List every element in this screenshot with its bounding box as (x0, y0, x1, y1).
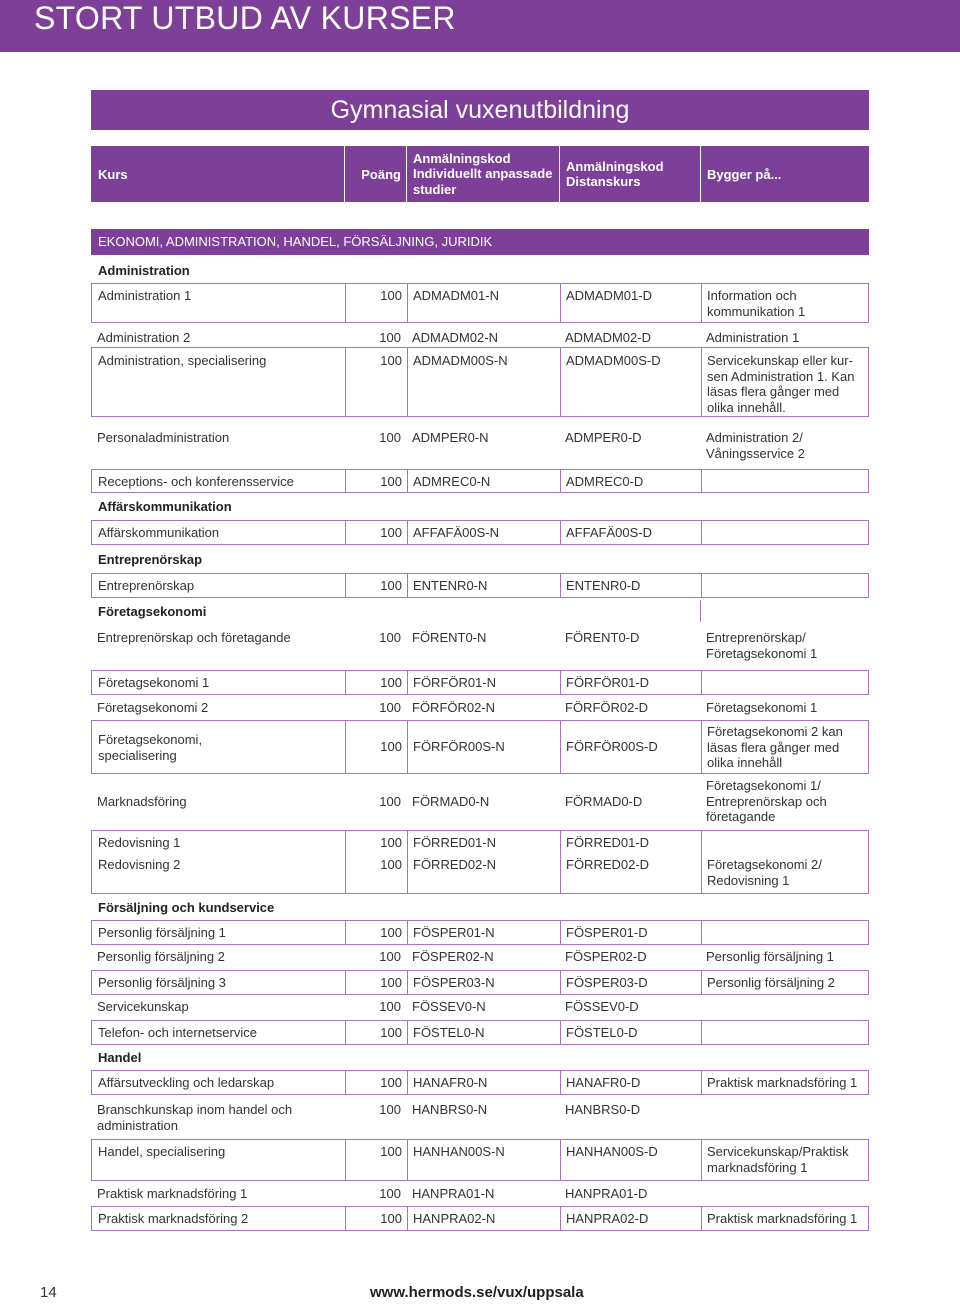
prerequisite: Praktisk marknadsföring 1 (707, 1211, 858, 1226)
course-points: 100 (379, 330, 401, 345)
course-points: 100 (379, 794, 401, 809)
individual-code: FÖSPER03-N (413, 975, 495, 990)
distance-code: FÖSPER01-D (566, 925, 648, 940)
distance-code: ENTENR0-D (566, 578, 641, 593)
distance-code: ADMADM01-D (566, 288, 652, 303)
prerequisite: Företagsekonomi 1/ Entreprenörskap och företagande (706, 778, 827, 824)
table-row (91, 945, 869, 970)
course-name: Personlig försäljning 2 (97, 949, 225, 964)
distance-code: ADMADM02-D (565, 330, 651, 345)
prerequisite: Entreprenörskap/ Företagsekonomi 1 (706, 630, 818, 661)
distance-code: AFFAFÄ00S-D (566, 525, 652, 540)
course-name: Personaladministration (97, 430, 230, 445)
individual-code: ADMREC0-N (413, 474, 491, 489)
prerequisite: Företagsekonomi 2/ Redovisning 1 (707, 857, 822, 888)
distance-code: FÖSPER03-D (566, 975, 648, 990)
distance-code: ADMPER0-D (565, 430, 642, 445)
table-row (91, 1182, 869, 1206)
distance-code: FÖRFÖR00S-D (566, 739, 658, 754)
course-points: 100 (379, 999, 401, 1014)
course-name: Branschkunskap inom handel och administration (97, 1102, 293, 1133)
course-name: Företagsekonomi 2 (97, 700, 209, 715)
table-row (91, 1070, 869, 1095)
prerequisite: Personlig försäljning 1 (706, 949, 834, 964)
table-row (91, 1098, 869, 1138)
course-points: 100 (380, 1144, 402, 1159)
distance-code: ADMADM00S-D (566, 353, 661, 368)
individual-code: ADMADM01-N (413, 288, 499, 303)
table-row (91, 696, 869, 720)
group-heading: Administration (98, 263, 190, 278)
individual-code: AFFAFÄ00S-N (413, 525, 499, 540)
individual-code: FÖRFÖR01-N (413, 675, 497, 690)
table-row (91, 970, 869, 995)
table-row (91, 1206, 869, 1231)
footer-url[interactable]: www.hermods.se/vux/uppsala (370, 1284, 584, 1301)
page-number: 14 (40, 1284, 57, 1301)
table-row (91, 573, 869, 598)
individual-code: FÖRFÖR00S-N (413, 739, 505, 754)
course-name: Företagsekonomi 1 (98, 675, 210, 690)
column-header-course: Kurs (98, 166, 128, 182)
course-points: 100 (379, 630, 401, 645)
prerequisite: Information och kommunikation 1 (707, 288, 806, 319)
course-points: 100 (380, 835, 402, 850)
course-points: 100 (380, 1211, 402, 1226)
course-name: Företagsekonomi, specialisering (98, 732, 203, 763)
course-points: 100 (380, 578, 402, 593)
prerequisite (707, 521, 865, 525)
prerequisite: Praktisk marknadsföring 1 (707, 1075, 858, 1090)
course-points: 100 (379, 430, 401, 445)
course-points: 100 (380, 474, 402, 489)
table-row (91, 626, 869, 666)
individual-code: ADMADM00S-N (413, 353, 508, 368)
individual-code: ENTENR0-N (413, 578, 488, 593)
course-name: Receptions- och konferensservice (98, 474, 294, 489)
course-name: Affärsutveckling och ledarskap (98, 1075, 275, 1090)
prerequisite: Administration 1 (706, 330, 800, 345)
distance-code: FÖRRED01-D (566, 835, 650, 850)
table-row (91, 920, 869, 945)
table-row (91, 426, 869, 466)
prerequisite (707, 470, 865, 474)
distance-code: FÖRFÖR02-D (565, 700, 649, 715)
course-points: 100 (379, 1186, 401, 1201)
prerequisite: Servicekunskap/Praktisk marknadsföring 1 (707, 1144, 849, 1175)
individual-code: HANBRS0-N (412, 1102, 488, 1117)
table-row (91, 283, 869, 323)
distance-code: HANBRS0-D (565, 1102, 641, 1117)
course-name: Praktisk marknadsföring 2 (98, 1211, 249, 1226)
group-heading: Handel (98, 1050, 142, 1065)
course-points: 100 (380, 975, 402, 990)
course-points: 100 (380, 288, 402, 303)
table-row (91, 1139, 869, 1181)
section-heading: EKONOMI, ADMINISTRATION, HANDEL, FÖRSÄLJNING, JURIDIK (91, 229, 869, 255)
prerequisite: Servicekunskap eller kur-sen Administration 1. Kan läsas flera gånger med olika innehåll. (707, 353, 855, 415)
table-row (91, 347, 869, 417)
course-name: Handel, specialisering (98, 1144, 226, 1159)
course-points: 100 (379, 700, 401, 715)
table-row (91, 830, 869, 854)
group-heading: Försäljning och kundservice (98, 900, 275, 915)
prerequisite: Personlig försäljning 2 (707, 975, 835, 990)
column-header-points: Poäng (361, 166, 401, 182)
group-heading: Företagsekonomi (98, 604, 207, 619)
prerequisite (706, 1182, 864, 1186)
course-name: Redovisning 1 (98, 835, 181, 850)
table-row (91, 469, 869, 493)
table-row (91, 995, 869, 1020)
course-points: 100 (380, 739, 402, 754)
course-points: 100 (380, 353, 402, 368)
course-points: 100 (380, 925, 402, 940)
group-heading: Entreprenörskap (98, 552, 203, 567)
course-name: Redovisning 2 (98, 857, 181, 872)
table-row (91, 853, 869, 894)
individual-code: HANPRA02-N (413, 1211, 496, 1226)
individual-code: FÖSSEV0-N (412, 999, 486, 1014)
table-row (91, 670, 869, 695)
distance-code: FÖRMAD0-D (565, 794, 643, 809)
distance-code: HANAFR0-D (566, 1075, 641, 1090)
prerequisite (707, 921, 865, 925)
table-row (91, 520, 869, 545)
prerequisite (707, 574, 865, 578)
individual-code: HANAFR0-N (413, 1075, 488, 1090)
course-name: Praktisk marknadsföring 1 (97, 1186, 248, 1201)
prerequisite: Administration 2/ Våningsservice 2 (706, 430, 805, 461)
distance-code: FÖSSEV0-D (565, 999, 639, 1014)
individual-code: FÖRMAD0-N (412, 794, 490, 809)
prerequisite: Företagsekonomi 2 kan läsas flera gånger med olika innehåll (707, 724, 843, 770)
course-name: Personlig försäljning 1 (98, 925, 226, 940)
table-row (91, 775, 869, 829)
distance-code: ADMREC0-D (566, 474, 644, 489)
column-header-individual-code: Anmälningskod Individuellt anpassade studier (413, 150, 553, 197)
course-name: Administration 1 (98, 288, 192, 303)
column-header-prerequisite: Bygger på... (707, 166, 782, 182)
course-name: Marknadsföring (97, 794, 187, 809)
course-name: Entreprenörskap och företagande (97, 630, 291, 645)
prerequisite: Företagsekonomi 1 (706, 700, 818, 715)
course-points: 100 (380, 857, 402, 872)
course-points: 100 (379, 949, 401, 964)
distance-code: HANPRA02-D (566, 1211, 649, 1226)
individual-code: FÖRFÖR02-N (412, 700, 496, 715)
individual-code: FÖSPER02-N (412, 949, 494, 964)
prerequisite (706, 1098, 864, 1102)
individual-code: FÖRENT0-N (412, 630, 487, 645)
course-name: Telefon- och internetservice (98, 1025, 257, 1040)
individual-code: FÖSTEL0-N (413, 1025, 485, 1040)
prerequisite (707, 671, 865, 675)
individual-code: HANHAN00S-N (413, 1144, 505, 1159)
distance-code: FÖRFÖR01-D (566, 675, 650, 690)
distance-code: HANPRA01-D (565, 1186, 648, 1201)
column-header-distance-code: Anmälningskod Distanskurs (566, 158, 664, 189)
individual-code: ADMADM02-N (412, 330, 498, 345)
distance-code: FÖRENT0-D (565, 630, 640, 645)
page-title: STORT UTBUD AV KURSER (34, 0, 456, 36)
course-points: 100 (380, 525, 402, 540)
prerequisite (707, 1021, 865, 1025)
course-name: Affärskommunikation (98, 525, 220, 540)
distance-code: FÖSTEL0-D (566, 1025, 638, 1040)
course-points: 100 (380, 1075, 402, 1090)
course-points: 100 (380, 1025, 402, 1040)
individual-code: FÖRRED02-N (413, 857, 497, 872)
prerequisite (707, 831, 865, 835)
course-name: Administration 2 (97, 330, 191, 345)
distance-code: HANHAN00S-D (566, 1144, 658, 1159)
group-heading: Affärskommunikation (98, 499, 232, 514)
course-name: Servicekunskap (97, 999, 189, 1014)
prerequisite (706, 995, 864, 999)
course-points: 100 (380, 675, 402, 690)
table-row (91, 720, 869, 774)
table-row (91, 1020, 869, 1045)
individual-code: FÖSPER01-N (413, 925, 495, 940)
distance-code: FÖRRED02-D (566, 857, 650, 872)
distance-code: FÖSPER02-D (565, 949, 647, 964)
course-name: Personlig försäljning 3 (98, 975, 226, 990)
individual-code: ADMPER0-N (412, 430, 489, 445)
table-banner: Gymnasial vuxenutbildning (91, 90, 869, 130)
individual-code: HANPRA01-N (412, 1186, 495, 1201)
course-name: Administration, specialisering (98, 353, 267, 368)
individual-code: FÖRRED01-N (413, 835, 497, 850)
course-points: 100 (379, 1102, 401, 1117)
course-name: Entreprenörskap (98, 578, 195, 593)
